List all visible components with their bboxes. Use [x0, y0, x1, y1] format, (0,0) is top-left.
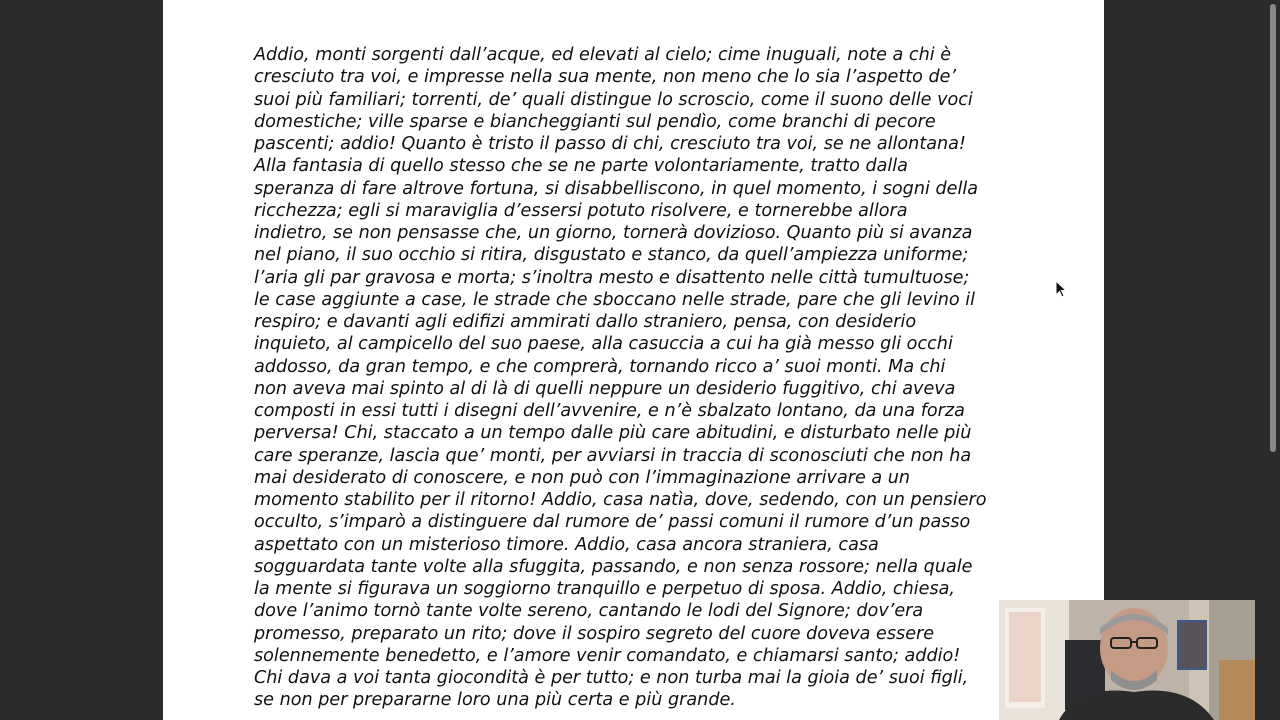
document-text — [254, 44, 1034, 712]
text-line: pascenti; addio! Quanto è tristo il passo di chi, cresciuto tra voi, se ne allontana! — [254, 134, 966, 154]
text-line: mai desiderato di conoscere, e non può con l’immaginazione arrivare a un — [254, 467, 911, 488]
text-line: indietro, se non pensasse che, un giorno, tornerà dovizioso. Quanto più si avanza — [254, 223, 973, 243]
text-line: Alla fantasia di quello stesso che se ne parte volontariamente, tratto dalla — [254, 156, 908, 177]
text-line: se non per prepararne loro una più certa e più grande. — [254, 690, 736, 711]
text-line: composti in essi tutti i disegni dell’avvenire, e n’è sbalzato lontano, da una forza — [254, 401, 965, 421]
text-line: care speranze, lascia que’ monti, per avviarsi in traccia di sconosciuti che non ha — [254, 445, 972, 466]
text-line: sogguardata tante volte alla sfuggita, passando, e non senza rossore; nella quale — [254, 556, 973, 577]
text-line: domestiche; ville sparse e biancheggianti sul pendìo, come branchi di pecore — [254, 111, 936, 132]
text-line: la mente si figurava un soggiorno tranquillo e perpetuo di sposa. Addio, chiesa, — [254, 579, 955, 599]
text-line: occulto, s’imparò a distinguere dal rumore de’ passi comuni il rumore d’un passo — [254, 512, 971, 533]
webcam-overlay — [999, 600, 1255, 720]
text-line: non aveva mai spinto al di là di quelli neppure un desiderio fuggitivo, chi aveva — [254, 378, 956, 399]
text-line: solennemente benedetto, e l’amore venir comandato, e chiamarsi santo; addio! — [254, 645, 961, 666]
text-line: ricchezza; egli si maraviglia d’essersi potuto risolvere, e tornerebbe allora — [254, 200, 908, 221]
text-line: Chi dava a voi tanta giocondità è per tutto; e non turba mai la gioia de’ suoi figli, — [254, 668, 969, 688]
text-line: dove l’animo tornò tante volte sereno, cantando le lodi del Signore; dov’era — [254, 601, 924, 622]
text-line: aspettato con un misterioso timore. Addio, casa ancora straniera, casa — [254, 534, 879, 555]
text-line: inquieto, al campicello del suo paese, alla casuccia a cui ha già messo gli occhi — [254, 334, 953, 355]
mouse-pointer-icon — [1055, 280, 1067, 298]
text-line: nel piano, il suo occhio si ritira, disgustato e stanco, da quell’ampiezza uniforme; — [254, 245, 969, 266]
text-line: perversa! Chi, staccato a un tempo dalle più care abitudini, e disturbato nelle più — [254, 423, 972, 444]
text-line: cresciuto tra voi, e impresse nella sua mente, non meno che lo sia l’aspetto de’ — [254, 67, 957, 88]
text-line: le case aggiunte a case, le strade che sboccano nelle strade, pare che gli levino il — [254, 289, 976, 310]
text-line: suoi più familiari; torrenti, de’ quali distingue lo scroscio, come il suono delle voci — [254, 89, 973, 110]
text-line: Addio, monti sorgenti dall’acque, ed elevati al cielo; cime inuguali, note a chi è — [254, 45, 952, 65]
vertical-scrollbar[interactable] — [1266, 0, 1280, 720]
text-line: momento stabilito per il ritorno! Addio, casa natìa, dove, sedendo, con un pensiero — [254, 490, 987, 510]
text-line: l’aria gli par gravosa e morta; s’inoltra mesto e disattento nelle città tumultuose; — [254, 267, 970, 288]
text-line: promesso, preparato un rito; dove il sospiro segreto del cuore doveva essere — [254, 623, 935, 644]
text-line: respiro; e davanti agli edifizi ammirati dallo straniero, pensa, con desiderio — [254, 312, 917, 332]
document-page — [163, 0, 1104, 720]
scrollbar-thumb[interactable] — [1270, 4, 1276, 452]
text-line: speranza di fare altrove fortuna, si disabbelliscono, in quel momento, i sogni della — [254, 178, 979, 199]
text-line: addosso, da gran tempo, e che comprerà, tornando ricco a’ suoi monti. Ma chi — [254, 356, 946, 377]
